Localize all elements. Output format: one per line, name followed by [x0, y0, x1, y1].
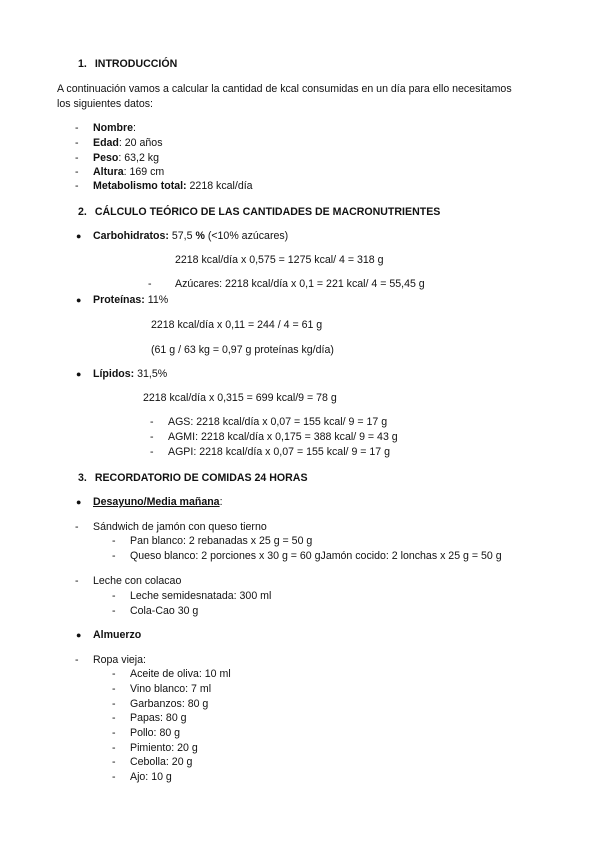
sugar-calc: Azúcares: 2218 kcal/día x 0,1 = 221 kcal/ 4 = 55,45 g	[175, 278, 425, 290]
list-dash: -	[112, 756, 116, 768]
list-dash: -	[75, 152, 79, 164]
list-dash: -	[75, 521, 79, 533]
section-2-heading	[78, 206, 440, 219]
list-item: Queso blanco: 2 porciones x 30 g = 60 gJamón cocido: 2 lonchas x 25 g = 50 g	[130, 550, 502, 562]
list-item: Pollo: 80 g	[130, 727, 181, 739]
lipid-item-agmi: AGMI: 2218 kcal/día x 0,175 = 388 kcal/ 9 = 43 g	[168, 431, 398, 443]
lunch-dish-1: Ropa vieja:	[93, 654, 146, 666]
list-dash: -	[112, 535, 116, 547]
bullet-icon: ●	[76, 630, 82, 640]
breakfast-heading: Desayuno/Media mañana:	[93, 496, 223, 508]
list-item: Pimiento: 20 g	[130, 742, 198, 754]
list-item: Aceite de oliva: 10 ml	[130, 668, 231, 680]
protein-ratio: (61 g / 63 kg = 0,97 g proteínas kg/día)	[151, 344, 334, 356]
intro-paragraph-line-2: los siguientes datos:	[57, 98, 153, 110]
lipids-line: Lípidos: 31,5%	[93, 368, 168, 380]
section-title: RECORDATORIO DE COMIDAS 24 HORAS	[94, 472, 308, 484]
list-item: Ajo: 10 g	[130, 771, 172, 783]
list-dash: -	[150, 431, 154, 443]
section-3-heading	[78, 472, 308, 485]
list-item: Cola-Cao 30 g	[130, 605, 199, 617]
list-dash: -	[112, 590, 116, 602]
list-dash: -	[112, 550, 116, 562]
list-dash: -	[112, 727, 116, 739]
list-dash: -	[75, 575, 79, 587]
section-number: 1.	[78, 58, 87, 70]
list-item: Peso: 63,2 kg	[93, 152, 159, 164]
list-dash: -	[75, 122, 79, 134]
list-dash: -	[112, 712, 116, 724]
list-dash: -	[148, 278, 152, 290]
section-title: CÁLCULO TEÓRICO DE LAS CANTIDADES DE MACRONUTRIENTES	[94, 206, 441, 218]
carbs-calc: 2218 kcal/día x 0,575 = 1275 kcal/ 4 = 318 g	[175, 254, 384, 266]
list-item: Leche semidesnatada: 300 ml	[130, 590, 272, 602]
intro-paragraph-line-1: A continuación vamos a calcular la cantidad de kcal consumidas en un día para ello necesitamos	[57, 83, 512, 95]
list-item: Pan blanco: 2 rebanadas x 25 g = 50 g	[130, 535, 313, 547]
lipid-item-agpi: AGPI: 2218 kcal/día x 0,07 = 155 kcal/ 9 = 17 g	[168, 446, 391, 458]
lunch-heading: Almuerzo	[93, 629, 142, 641]
list-item: Metabolismo total: 2218 kcal/día	[93, 180, 253, 192]
breakfast-dish-2: Leche con colacao	[93, 575, 182, 587]
lipid-item-ags: AGS: 2218 kcal/día x 0,07 = 155 kcal/ 9 = 17 g	[168, 416, 388, 428]
section-1-heading	[78, 58, 177, 71]
list-dash: -	[75, 180, 79, 192]
list-dash: -	[112, 742, 116, 754]
list-dash: -	[75, 166, 79, 178]
list-dash: -	[112, 668, 116, 680]
list-dash: -	[75, 654, 79, 666]
list-dash: -	[112, 771, 116, 783]
list-dash: -	[112, 683, 116, 695]
section-title: INTRODUCCIÓN	[94, 58, 178, 70]
list-item: Nombre:	[93, 122, 136, 134]
breakfast-dish-1: Sándwich de jamón con queso tierno	[93, 521, 267, 533]
list-item: Garbanzos: 80 g	[130, 698, 209, 710]
list-dash: -	[112, 605, 116, 617]
bullet-icon: ●	[76, 497, 82, 507]
section-number: 2.	[78, 206, 87, 218]
list-dash: -	[150, 416, 154, 428]
carbs-line: Carbohidratos: 57,5 % (<10% azúcares)	[93, 230, 289, 242]
list-dash: -	[75, 137, 79, 149]
list-item: Vino blanco: 7 ml	[130, 683, 212, 695]
list-item: Cebolla: 20 g	[130, 756, 193, 768]
bullet-icon: ●	[76, 369, 82, 379]
list-dash: -	[112, 698, 116, 710]
list-item: Papas: 80 g	[130, 712, 187, 724]
protein-line: Proteínas: 11%	[93, 294, 169, 306]
section-number: 3.	[78, 472, 87, 484]
bullet-icon: ●	[76, 295, 82, 305]
protein-calc: 2218 kcal/día x 0,11 = 244 / 4 = 61 g	[151, 319, 323, 331]
lipids-calc: 2218 kcal/día x 0,315 = 699 kcal/9 = 78 g	[143, 392, 337, 404]
list-dash: -	[150, 446, 154, 458]
list-item: Edad: 20 años	[93, 137, 163, 149]
bullet-icon: ●	[76, 231, 82, 241]
list-item: Altura: 169 cm	[93, 166, 165, 178]
